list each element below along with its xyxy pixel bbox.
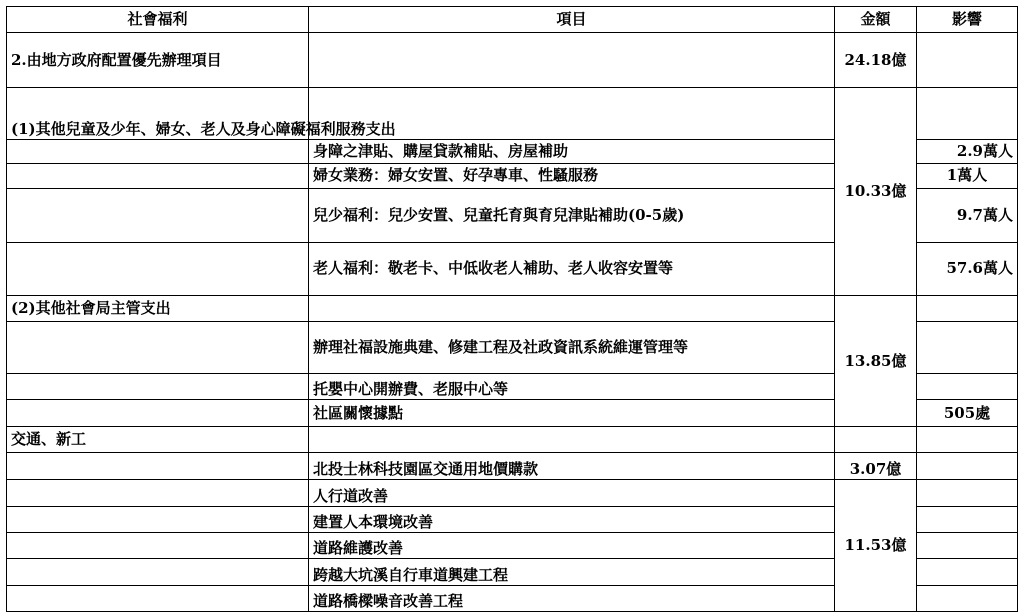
table-row <box>7 296 1018 321</box>
item-cell: 托嬰中心開辦費、老服中心等 <box>309 374 835 400</box>
item-cell <box>309 426 835 452</box>
header-impact: 影響 <box>917 7 1018 33</box>
impact-cell <box>917 453 1018 480</box>
impact-cell <box>917 426 1018 452</box>
budget-table <box>6 6 1018 612</box>
impact-cell <box>917 296 1018 321</box>
category-cell <box>7 163 309 188</box>
category-cell <box>7 321 309 374</box>
item-cell: 社區關懷據點 <box>309 400 835 426</box>
category-cell <box>7 559 309 585</box>
impact-cell <box>917 559 1018 585</box>
header-item: 項目 <box>309 7 835 33</box>
table-row <box>7 480 1018 506</box>
table-row <box>7 426 1018 452</box>
header-social-welfare: 社會福利 <box>7 7 309 33</box>
category-cell <box>7 374 309 400</box>
amount-cell: 13.85億 <box>835 296 917 426</box>
category-cell: 交通、新工 <box>7 426 309 452</box>
table-row <box>7 453 1018 480</box>
amount-cell: 24.18億 <box>835 33 917 88</box>
impact-cell: 2.9萬人 <box>917 139 1018 163</box>
item-cell: 人行道改善 <box>309 480 835 506</box>
category-cell <box>7 189 309 243</box>
category-cell <box>7 506 309 532</box>
item-cell: 身障之津貼、購屋貸款補貼、房屋補助 <box>309 139 835 163</box>
header-amount: 金額 <box>835 7 917 33</box>
item-cell: 建置人本環境改善 <box>309 506 835 532</box>
category-cell <box>7 532 309 558</box>
item-cell: 辦理社福設施典建、修建工程及社政資訊系統維運管理等 <box>309 321 835 374</box>
impact-cell: 505處 <box>917 400 1018 426</box>
amount-cell: 11.53億 <box>835 480 917 612</box>
impact-cell <box>917 321 1018 374</box>
category-cell: (2)其他社會局主管支出 <box>7 296 309 321</box>
item-cell: 婦女業務：婦女安置、好孕專車、性騷服務 <box>309 163 835 188</box>
amount-cell: 3.07億 <box>835 453 917 480</box>
item-cell <box>309 33 835 88</box>
amount-cell: 10.33億 <box>835 87 917 295</box>
table-row <box>7 87 1018 139</box>
impact-cell <box>917 506 1018 532</box>
impact-cell: 57.6萬人 <box>917 242 1018 296</box>
item-cell: 道路維護改善 <box>309 532 835 558</box>
item-cell <box>309 296 835 321</box>
impact-cell <box>917 87 1018 139</box>
category-cell <box>7 242 309 296</box>
impact-cell <box>917 532 1018 558</box>
category-cell <box>7 480 309 506</box>
item-cell: 兒少福利：兒少安置、兒童托育與育兒津貼補助(0-5歲) <box>309 189 835 243</box>
item-cell: 道路橋樑噪音改善工程 <box>309 585 835 611</box>
impact-cell <box>917 33 1018 88</box>
category-cell: (1)其他兒童及少年、婦女、老人及身心障礙福利服務支出 <box>7 87 309 139</box>
header-row <box>7 7 1018 33</box>
category-cell <box>7 400 309 426</box>
category-cell: 2.由地方政府配置優先辦理項目 <box>7 33 309 88</box>
impact-cell: 1萬人 <box>917 163 1018 188</box>
impact-cell <box>917 480 1018 506</box>
impact-cell: 9.7萬人 <box>917 189 1018 243</box>
category-cell <box>7 453 309 480</box>
impact-cell <box>917 585 1018 611</box>
item-cell: 跨越大坑溪自行車道興建工程 <box>309 559 835 585</box>
category-cell <box>7 139 309 163</box>
table-row <box>7 33 1018 88</box>
impact-cell <box>917 374 1018 400</box>
item-cell: 北投士林科技園區交通用地價購款 <box>309 453 835 480</box>
item-cell: 老人福利：敬老卡、中低收老人補助、老人收容安置等 <box>309 242 835 296</box>
amount-cell <box>835 426 917 452</box>
category-cell <box>7 585 309 611</box>
